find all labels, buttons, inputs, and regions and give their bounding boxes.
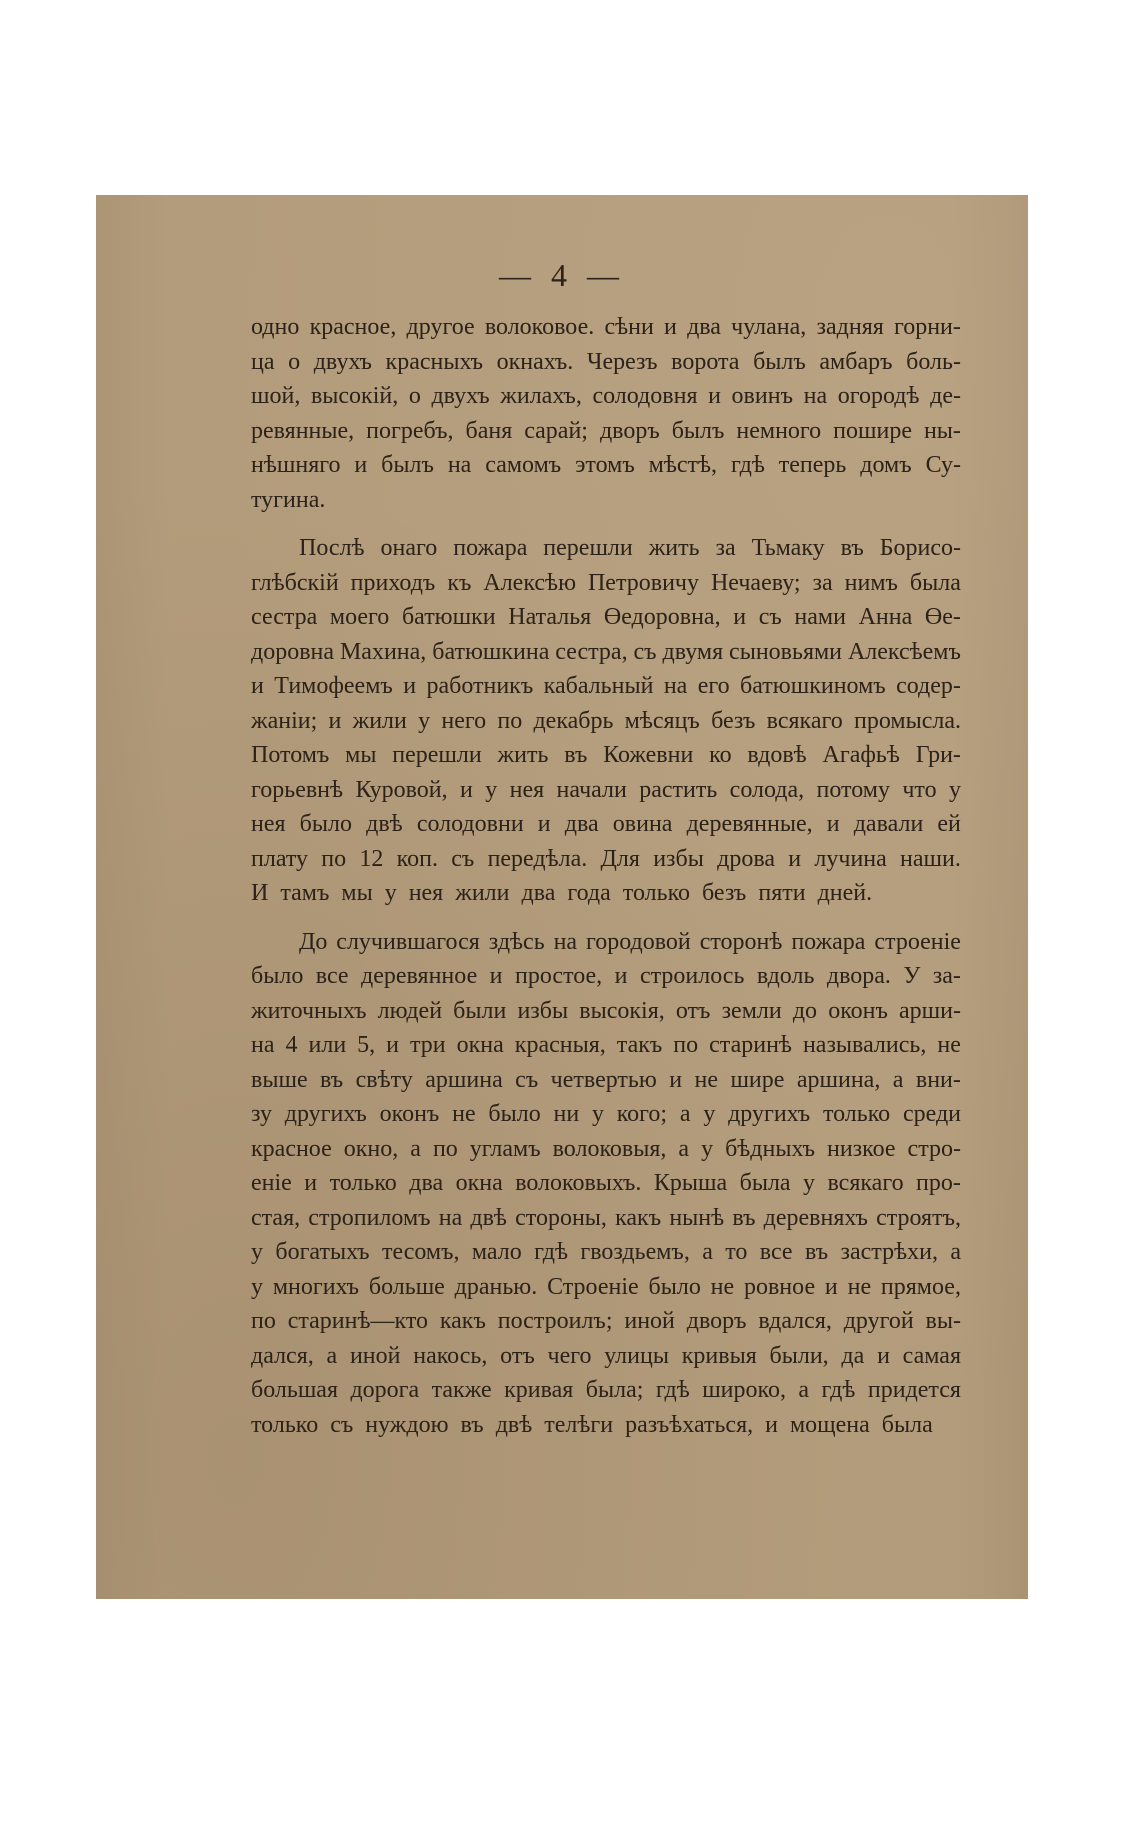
text-line: шой, высокій, о двухъ жилахъ, солодовня и овинъ на огородѣ де-	[251, 383, 961, 409]
text-line: у богатыхъ тесомъ, мало гдѣ гвоздьемъ, а то все въ застрѣхи, а	[251, 1239, 961, 1265]
text-line: доровна Махина, батюшкина сестра, съ двумя сыновьями Алексѣемъ	[251, 638, 961, 665]
text-line: нѣшняго и былъ на самомъ этомъ мѣстѣ, гдѣ теперь домъ Су-	[251, 452, 961, 478]
text-line: одно красное, другое волоковое. сѣни и два чулана, задняя горни-	[251, 314, 961, 340]
text-line: горьевнѣ Куровой, и у нея начали растить солода, потому что у	[251, 776, 961, 803]
text-line: До случившагося здѣсь на городовой сторонѣ пожара строеніе	[299, 928, 961, 955]
text-line: Потомъ мы перешли жить въ Кожевни ко вдовѣ Агафьѣ Гри-	[251, 742, 961, 768]
text-line: дался, а иной накось, отъ чего улицы кривыя были, да и самая	[251, 1342, 961, 1369]
text-line: Послѣ онаго пожара перешли жить за Тьмаку въ Борисо-	[299, 535, 961, 561]
text-line: стая, стропиломъ на двѣ стороны, какъ нынѣ въ деревняхъ строятъ,	[251, 1204, 961, 1231]
text-line: на 4 или 5, и три окна красныя, такъ по старинѣ назывались, не	[251, 1032, 961, 1058]
text-line: глѣбскій приходъ къ Алексѣю Петровичу Нечаеву; за нимъ была	[251, 569, 961, 596]
text-line: было все деревянное и простое, и строилось вдоль двора. У за-	[251, 963, 961, 989]
text-line: только съ нуждою въ двѣ телѣги разъѣхаться, и мощена была	[251, 1411, 933, 1438]
body-text	[251, 314, 961, 1446]
paragraph-gap	[251, 915, 961, 929]
text-line: выше въ свѣту аршина съ четвертью и не шире аршина, а вни-	[251, 1066, 961, 1093]
text-line: еніе и только два окна волоковыхъ. Крыша была у всякаго про-	[251, 1170, 961, 1196]
text-line: жаніи; и жили у него по декабрь мѣсяцъ безъ всякаго промысла.	[251, 707, 961, 734]
scanned-page	[96, 195, 1028, 1599]
text-line: ца о двухъ красныхъ окнахъ. Черезъ ворота былъ амбаръ боль-	[251, 348, 961, 375]
text-line: тугина.	[251, 486, 326, 513]
text-line: нея было двѣ солодовни и два овина деревянные, и давали ей	[251, 811, 961, 837]
text-line: плату по 12 коп. съ передѣла. Для избы дрова и лучина наши.	[251, 845, 961, 872]
text-line: ревянные, погребъ, баня сарай; дворъ былъ немного пошире ны-	[251, 417, 961, 444]
text-line: по старинѣ—кто какъ построилъ; иной дворъ вдался, другой вы-	[251, 1308, 961, 1334]
text-line: большая дорога также кривая была; гдѣ широко, а гдѣ придется	[251, 1377, 961, 1403]
text-line: житочныхъ людей были избы высокія, отъ земли до оконъ арши-	[251, 997, 961, 1024]
text-line: сестра моего батюшки Наталья Өедоровна, и съ нами Анна Өе-	[251, 604, 961, 630]
paragraph-gap	[251, 521, 961, 535]
text-line: красное окно, а по угламъ волоковыя, а у бѣдныхъ низкое стро-	[251, 1135, 961, 1162]
text-line: И тамъ мы у нея жили два года только безъ пяти дней.	[251, 880, 873, 906]
page-number: — 4 —	[499, 257, 625, 293]
text-line: у многихъ больше дранью. Строеніе было не ровное и не прямое,	[251, 1273, 961, 1300]
text-line: зу другихъ оконъ не было ни у кого; а у другихъ только среди	[251, 1101, 961, 1127]
text-line: и Тимофеемъ и работникъ кабальный на его батюшкиномъ содер-	[251, 673, 961, 699]
